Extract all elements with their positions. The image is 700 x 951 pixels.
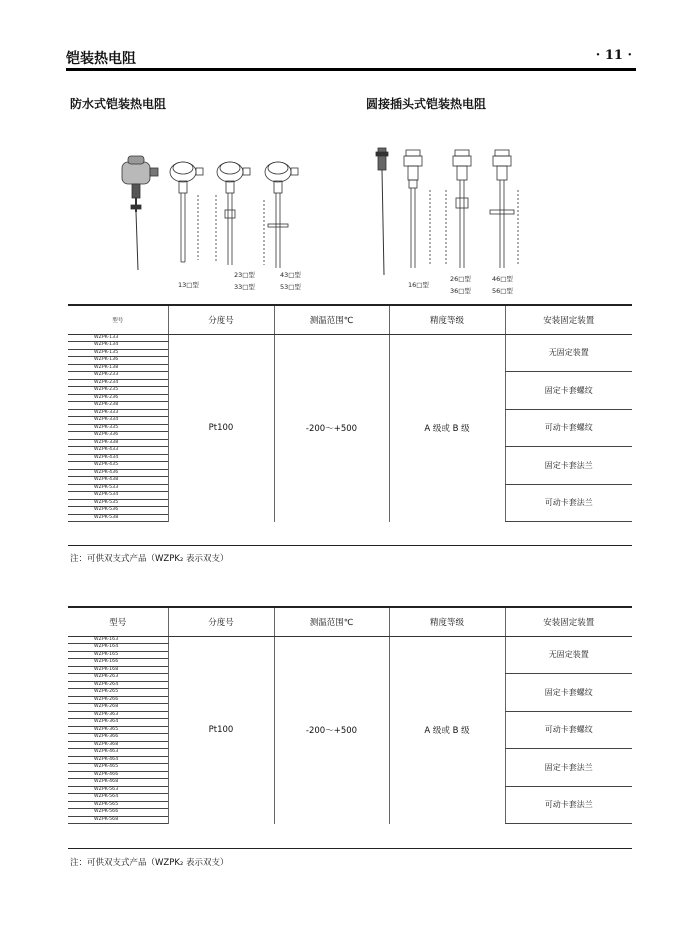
- model-cell: WZPK-365: [68, 726, 168, 734]
- table-row: [68, 636, 632, 644]
- graduation-cell: Pt100: [168, 636, 274, 824]
- model-cell: WZPK-566: [68, 809, 168, 817]
- table1-bottom-rule: [68, 545, 632, 546]
- table-row: [68, 334, 632, 342]
- mount-cell: 无固定装置: [505, 636, 632, 674]
- model-cell: WZPK-335: [68, 424, 168, 432]
- range-cell: -200～+500: [274, 636, 389, 824]
- table1-note: 注：可供双支式产品（WZPK₂ 表示双支）: [70, 554, 229, 564]
- mount-cell: 固定卡套螺纹: [505, 372, 632, 410]
- table2-note: 注：可供双支式产品（WZPK₂ 表示双支）: [70, 858, 229, 868]
- model-cell: WZPK-338: [68, 439, 168, 447]
- spec-table-2: [68, 608, 632, 824]
- plug-probe-46-56-icon: [490, 150, 518, 268]
- label-56: 56□型: [492, 287, 513, 295]
- col-header-mount: 安装固定装置: [505, 306, 632, 334]
- probe-13-icon: [170, 162, 203, 262]
- model-cell: WZPK-565: [68, 801, 168, 809]
- model-cell: WZPK-568: [68, 816, 168, 824]
- model-cell: WZPK-238: [68, 402, 168, 410]
- model-cell: WZPK-438: [68, 477, 168, 485]
- model-cell: WZPK-538: [68, 514, 168, 522]
- model-cell: WZPK-164: [68, 644, 168, 652]
- model-cell: WZPK-435: [68, 462, 168, 470]
- model-cell: WZPK-536: [68, 507, 168, 515]
- col-header-model: 型号: [68, 608, 168, 636]
- model-cell: WZPK-465: [68, 764, 168, 772]
- table1-body: [68, 334, 632, 522]
- model-cell: WZPK-334: [68, 417, 168, 425]
- model-cell: WZPK-264: [68, 681, 168, 689]
- plug-probe-16-icon: [404, 150, 430, 268]
- plug-probe-photo-icon: [376, 148, 388, 275]
- model-cell: WZPK-268: [68, 704, 168, 712]
- range-cell: -200～+500: [274, 334, 389, 522]
- col-header-accuracy: 精度等级: [389, 306, 505, 334]
- mount-cell: 固定卡套法兰: [505, 749, 632, 787]
- col-header-graduation: 分度号: [168, 306, 274, 334]
- model-cell: WZPK-235: [68, 387, 168, 395]
- model-cell: WZPK-533: [68, 484, 168, 492]
- probe-photo-icon: [122, 156, 158, 270]
- label-33: 33□型: [234, 283, 255, 291]
- header-rule: [66, 68, 636, 71]
- model-cell: WZPK-563: [68, 786, 168, 794]
- label-13: 13□型: [178, 281, 199, 289]
- graduation-cell: Pt100: [168, 334, 274, 522]
- col-header-range: 测温范围℃: [274, 608, 389, 636]
- waterproof-rtd-figure: [110, 150, 320, 300]
- model-cell: WZPK-165: [68, 651, 168, 659]
- plug-probe-26-36-icon: [446, 150, 471, 268]
- model-cell: WZPK-234: [68, 379, 168, 387]
- section-title-round-plug: 圆接插头式铠装热电阻: [366, 97, 487, 111]
- col-header-mount: 安装固定装置: [505, 608, 632, 636]
- model-cell: WZPK-434: [68, 454, 168, 462]
- accuracy-cell: A 级或 B 级: [389, 636, 505, 824]
- mount-cell: 可动卡套螺纹: [505, 409, 632, 447]
- mount-cell: 可动卡套法兰: [505, 484, 632, 522]
- model-cell: WZPK-436: [68, 469, 168, 477]
- model-cell: WZPK-333: [68, 409, 168, 417]
- model-cell: WZPK-166: [68, 659, 168, 667]
- model-cell: WZPK-233: [68, 372, 168, 380]
- model-cell: WZPK-535: [68, 499, 168, 507]
- model-cell: WZPK-464: [68, 756, 168, 764]
- model-cell: WZPK-466: [68, 771, 168, 779]
- model-cell: WZPK-266: [68, 696, 168, 704]
- model-cell: WZPK-564: [68, 794, 168, 802]
- table2-bottom-rule: [68, 848, 632, 849]
- col-header-accuracy: 精度等级: [389, 608, 505, 636]
- model-cell: WZPK-463: [68, 749, 168, 757]
- col-header-range: 测温范围℃: [274, 306, 389, 334]
- label-26: 26□型: [450, 275, 471, 283]
- model-cell: WZPK-163: [68, 636, 168, 644]
- model-cell: WZPK-366: [68, 734, 168, 742]
- probe-23-33-icon: [216, 162, 250, 265]
- label-43: 43□型: [280, 271, 301, 279]
- mount-cell: 无固定装置: [505, 334, 632, 372]
- model-cell: WZPK-263: [68, 674, 168, 682]
- label-23: 23□型: [234, 271, 255, 279]
- model-cell: WZPK-336: [68, 432, 168, 440]
- mount-cell: 可动卡套螺纹: [505, 711, 632, 749]
- model-cell: WZPK-133: [68, 334, 168, 342]
- spec-table-1: [68, 306, 632, 522]
- section-title-waterproof: 防水式铠装热电阻: [70, 97, 167, 111]
- mount-cell: 固定卡套螺纹: [505, 674, 632, 712]
- label-36: 36□型: [450, 287, 471, 295]
- model-cell: WZPK-138: [68, 364, 168, 372]
- page-number: · 11 ·: [595, 48, 632, 63]
- col-header-model: 型号: [68, 306, 168, 334]
- mount-cell: 可动卡套法兰: [505, 786, 632, 824]
- label-16: 16□型: [408, 281, 429, 289]
- model-cell: WZPK-433: [68, 447, 168, 455]
- model-cell: WZPK-168: [68, 666, 168, 674]
- model-cell: WZPK-468: [68, 779, 168, 787]
- model-cell: WZPK-368: [68, 741, 168, 749]
- model-cell: WZPK-236: [68, 394, 168, 402]
- mount-cell: 固定卡套法兰: [505, 447, 632, 485]
- page-title: 铠装热电阻: [66, 51, 136, 67]
- model-cell: WZPK-364: [68, 719, 168, 727]
- round-plug-rtd-figure: [370, 140, 540, 300]
- col-header-graduation: 分度号: [168, 608, 274, 636]
- model-cell: WZPK-136: [68, 357, 168, 365]
- accuracy-cell: A 级或 B 级: [389, 334, 505, 522]
- model-cell: WZPK-265: [68, 689, 168, 697]
- model-cell: WZPK-363: [68, 711, 168, 719]
- label-46: 46□型: [492, 275, 513, 283]
- model-cell: WZPK-134: [68, 342, 168, 350]
- label-53: 53□型: [280, 283, 301, 291]
- page-header: [66, 44, 636, 70]
- model-cell: WZPK-534: [68, 492, 168, 500]
- table2-body: [68, 636, 632, 824]
- probe-43-53-icon: [264, 162, 298, 268]
- model-cell: WZPK-135: [68, 349, 168, 357]
